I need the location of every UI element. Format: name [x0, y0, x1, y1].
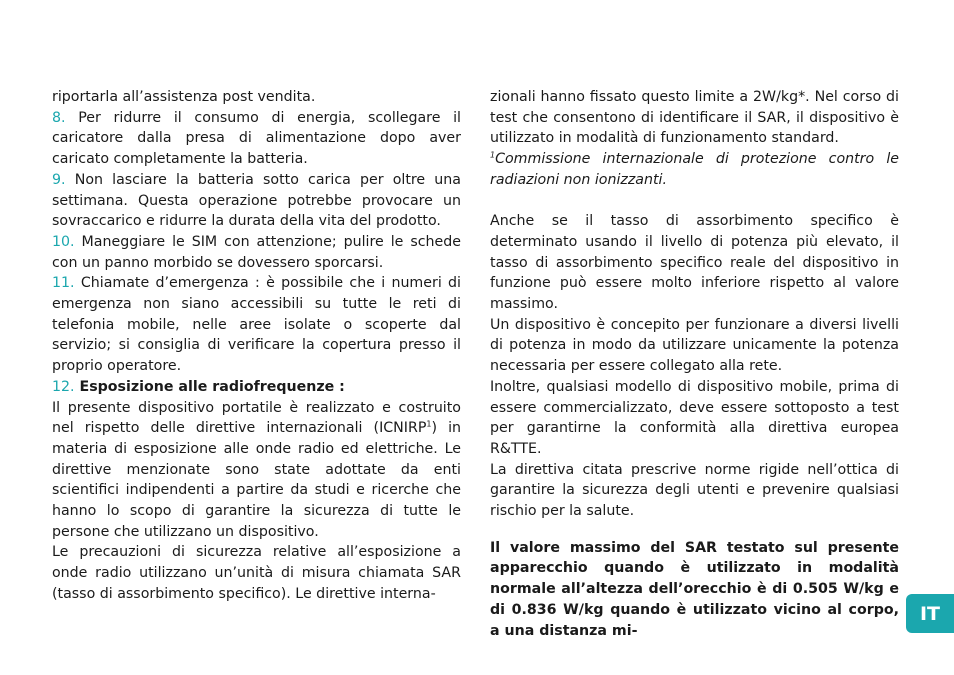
paragraph: La direttiva citata prescrive norme rigide nell’ottica di garantire la sicurezza degli utenti e prevenire qualsiasi rischio per la salute.: [490, 461, 899, 520]
list-item-9: [52, 170, 461, 232]
list-item-11: [52, 273, 461, 377]
paragraph: Un dispositivo è concepito per funzionare a diversi livelli di potenza in modo da utilizzare unicamente la potenza necessaria per essere collegato alla rete.: [490, 316, 899, 375]
item-number: 8.: [52, 109, 66, 126]
paragraph: Il presente dispositivo portatile è realizzato e costruito nel rispetto delle direttive internazionali (ICNIRP$^1$) in materia di esposizione alle onde radio ed elettriche. Le direttive menzionate sono state adottate da enti scientifici indipendenti a partire da studi e ricerche che hanno lo scopo di garantire la sicurezza di tutte le persone che utilizzano un dispositivo.: [52, 399, 461, 540]
footnote-text: Commissione internazionale di protezione contro le radiazioni non ionizzanti.: [490, 151, 899, 188]
list-item-10: [52, 232, 461, 273]
paragraph: Anche se il tasso di assorbimento specifico è determinato usando il livello di potenza più elevato, il tasso di assorbimento specifico reale del dispositivo in funzione può essere molto inferiore rispetto al valore massimo.: [490, 213, 899, 313]
list-item-8: [52, 108, 461, 170]
item-number: 10.: [52, 233, 75, 250]
list-item-12: [52, 377, 461, 398]
paragraph: Le precauzioni di sicurezza relative all’esposizione a onde radio utilizzano un’unità di misura chiamata SAR (tasso di assorbimento specifico). Le direttive interna-: [52, 544, 461, 602]
left-column: [52, 87, 461, 605]
item-text: Chiamate d’emergenza : è possibile che i numeri di emergenza non siano accessibili su tutte le reti di telefonia mobile, nelle aree isolate o scoperte dal servizio; si consiglia di verificare la copertura presso il proprio operatore.: [52, 275, 461, 375]
footnote-marker: 1: [490, 150, 496, 160]
item-number: 12.: [52, 378, 75, 395]
paragraph: riportarla all’assistenza post vendita.: [52, 89, 316, 105]
footnote-marker: 1: [426, 419, 432, 429]
item-number: 9.: [52, 171, 66, 188]
paragraph: zionali hanno fissato questo limite a 2W/kg*. Nel corso di test che consentono di identificare il SAR, il dispositivo è utilizzato in modalità di funzionamento standard.: [490, 89, 899, 147]
item-text: Per ridurre il consumo di energia, scollegare il caricatore dalla presa di alimentazione dopo aver caricato completamente la batteria.: [52, 109, 461, 168]
section-heading: Esposizione alle radiofrequenze :: [74, 378, 345, 395]
paragraph: Inoltre, qualsiasi modello di dispositivo mobile, prima di essere commercializzato, deve essere sottoposto a test per garantirne la conformità alla direttiva europea R&TTE.: [490, 378, 899, 457]
spacer: [490, 191, 899, 212]
item-text: Non lasciare la batteria sotto carica per oltre una settimana. Questa operazione potrebbe provocare un sovraccarico e ridurre la durata della vita del prodotto.: [52, 171, 461, 230]
item-number: 11.: [52, 275, 75, 292]
spacer: [490, 522, 899, 538]
language-tab: IT: [906, 594, 954, 633]
sar-statement: Il valore massimo del SAR testato sul presente apparecchio quando è utilizzato in modalità normale all’altezza dell’orecchio è di 0.505 W/kg e di 0.836 W/kg quando è utilizzato vicino al corpo, a una distanza mi-: [490, 539, 899, 639]
footnote: [490, 149, 899, 190]
right-column: [490, 87, 899, 641]
item-text: Maneggiare le SIM con attenzione; pulire le schede con un panno morbido se dovessero sporcarsi.: [52, 233, 461, 271]
